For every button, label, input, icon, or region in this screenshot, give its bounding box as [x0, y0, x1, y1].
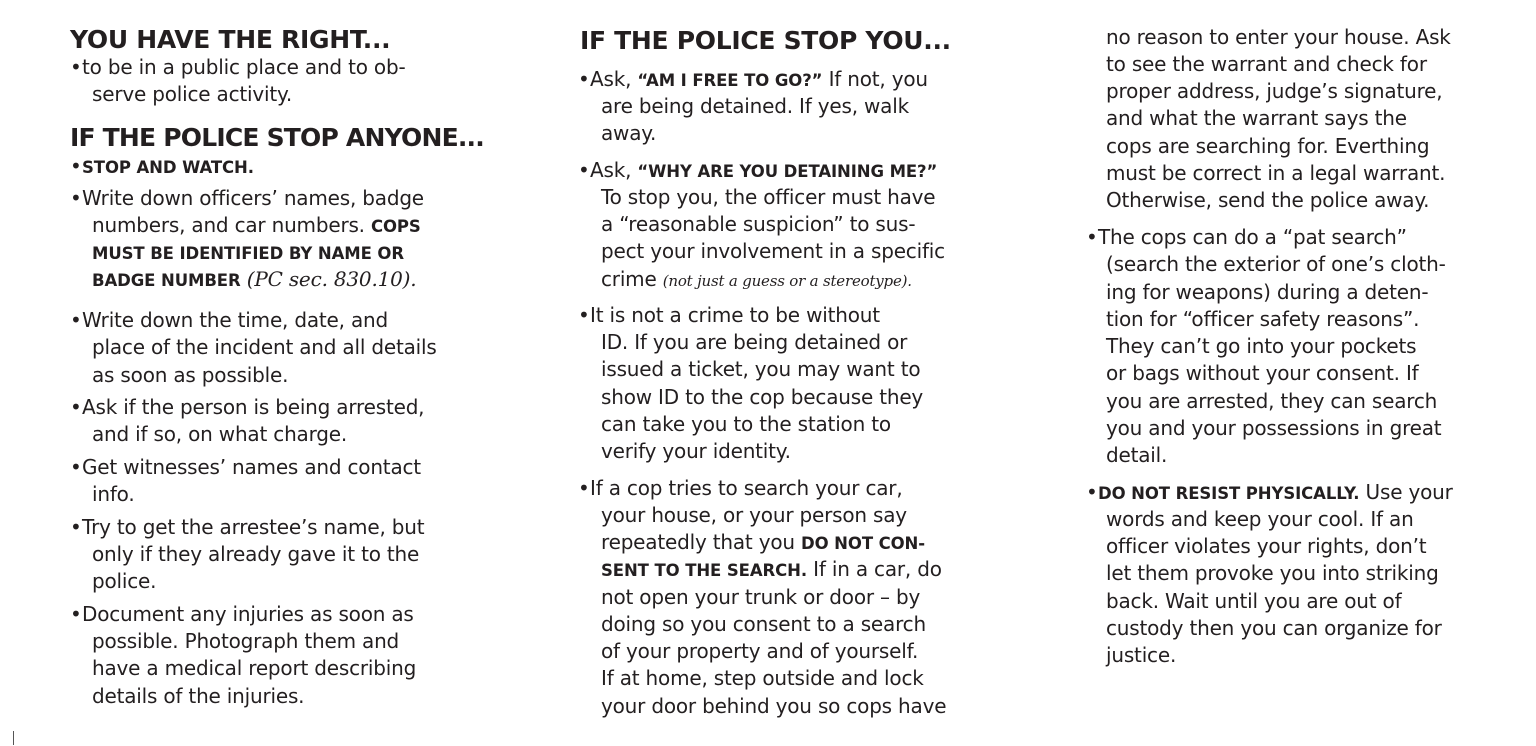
- heading-if-police-stop-anyone: IF THE POLICE STOP ANYONE...: [70, 123, 484, 152]
- list-item-line: your door behind you so cops have: [601, 694, 947, 718]
- continued-line: no reason to enter your house. Ask: [1106, 25, 1451, 49]
- list-item-line: ID. If you are being detained or: [601, 330, 908, 354]
- right-item-line: serve police activity.: [92, 82, 292, 106]
- list-item-line: ing for weapons) during a deten-: [1106, 280, 1429, 304]
- list-item-line: info.: [92, 482, 135, 506]
- list-item-line: They can’t go into your pockets: [1106, 334, 1417, 358]
- list-item: •It is not a crime to be without: [578, 303, 880, 327]
- list-item: •Document any injuries as soon as: [70, 602, 414, 626]
- list-item-line: justice.: [1106, 643, 1177, 667]
- list-item-line: are being detained. If yes, walk: [601, 94, 909, 118]
- list-item-line: pect your involvement in a specific: [601, 239, 945, 263]
- list-item-line: SENT TO THE SEARCH. If in a car, do: [601, 557, 942, 581]
- list-item-line: To stop you, the officer must have: [601, 185, 936, 209]
- list-item-line: doing so you consent to a search: [601, 612, 926, 636]
- stop-and-watch: •STOP AND WATCH.: [70, 154, 254, 178]
- continued-line: cops are searching for. Everthing: [1106, 134, 1430, 158]
- list-item: •Write down the time, date, and: [70, 308, 389, 332]
- list-item-line: BADGE NUMBER (PC sec. 830.10).: [92, 267, 417, 291]
- list-item-line: and if so, on what charge.: [92, 422, 348, 446]
- list-item-line: MUST BE IDENTIFIED BY NAME OR: [92, 244, 404, 263]
- continued-line: proper address, judge’s signature,: [1106, 79, 1443, 103]
- list-item: •If a cop tries to search your car,: [578, 476, 903, 500]
- list-item-line: can take you to the station to: [601, 412, 891, 436]
- list-item: •Try to get the arrestee’s name, but: [70, 515, 425, 539]
- list-item-line: police.: [92, 569, 157, 593]
- list-item-line: tion for “officer safety reasons”.: [1106, 307, 1420, 331]
- list-item-line: details of the injuries.: [92, 684, 305, 708]
- list-item-line: show ID to the cop because they: [601, 385, 924, 409]
- list-item-line: If at home, step outside and lock: [601, 666, 924, 690]
- list-item-line: away.: [601, 121, 657, 145]
- text-cursor: [13, 731, 14, 745]
- continued-line: to see the warrant and check for: [1106, 52, 1427, 76]
- list-item-line: let them provoke you into striking: [1106, 561, 1439, 585]
- list-item-line: possible. Photograph them and: [92, 629, 400, 653]
- list-item-line: you are arrested, they can search: [1106, 389, 1438, 413]
- list-item-line: have a medical report describing: [92, 656, 417, 680]
- right-item-line: •to be in a public place and to ob-: [70, 55, 406, 79]
- list-item-line: of your property and of yourself.: [601, 639, 919, 663]
- list-item-line: crime (not just a guess or a stereotype).: [601, 267, 912, 291]
- heading-you-have-the-right: YOU HAVE THE RIGHT...: [70, 25, 391, 54]
- list-item: •The cops can do a “pat search”: [1086, 225, 1407, 249]
- list-item-line: not open your trunk or door – by: [601, 585, 921, 609]
- list-item-line: numbers, and car numbers. COPS: [92, 213, 421, 237]
- list-item-line: custody then you can organize for: [1106, 616, 1442, 640]
- list-item-line: detail.: [1106, 443, 1168, 467]
- continued-line: must be correct in a legal warrant.: [1106, 161, 1446, 185]
- list-item-line: issued a ticket, you may want to: [601, 357, 921, 381]
- list-item-line: back. Wait until you are out of: [1106, 589, 1402, 613]
- list-item-line: place of the incident and all details: [92, 335, 437, 359]
- list-item: •Write down officers’ names, badge: [70, 186, 424, 210]
- list-item-line: (search the exterior of one’s cloth-: [1106, 252, 1446, 276]
- list-item-line: as soon as possible.: [92, 363, 289, 387]
- heading-if-police-stop-you: IF THE POLICE STOP YOU...: [580, 26, 951, 55]
- list-item-line: officer violates your rights, don’t: [1106, 534, 1427, 558]
- continued-line: and what the warrant says the: [1106, 106, 1407, 130]
- list-item: •Ask if the person is being arrested,: [70, 395, 425, 419]
- list-item: •Get witnesses’ names and contact: [70, 455, 421, 479]
- list-item-line: only if they already gave it to the: [92, 542, 420, 566]
- list-item-line: repeatedly that you DO NOT CON-: [601, 530, 926, 554]
- list-item-line: or bags without your consent. If: [1106, 361, 1419, 385]
- list-item-line: words and keep your cool. If an: [1106, 507, 1414, 531]
- continued-line: Otherwise, send the police away.: [1106, 188, 1430, 212]
- list-item: •Ask, “WHY ARE YOU DETAINING ME?”: [578, 158, 938, 182]
- list-item: •DO NOT RESIST PHYSICALLY. Use your: [1086, 480, 1453, 504]
- list-item-line: you and your possessions in great: [1106, 416, 1442, 440]
- list-item-line: your house, or your person say: [601, 503, 907, 527]
- list-item-line: verify your identity.: [601, 439, 791, 463]
- list-item-line: a “reasonable suspicion” to sus-: [601, 212, 916, 236]
- list-item: •Ask, “AM I FREE TO GO?” If not, you: [578, 67, 928, 91]
